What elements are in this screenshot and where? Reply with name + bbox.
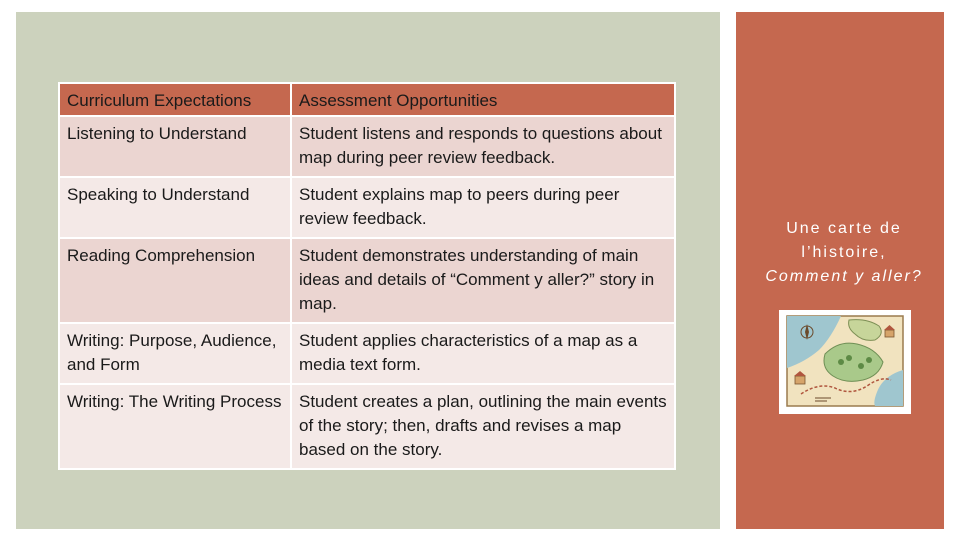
slide-title bbox=[746, 217, 942, 289]
column-header: Assessment Opportunities bbox=[291, 83, 675, 116]
table-row bbox=[59, 177, 675, 238]
table-row bbox=[59, 116, 675, 177]
assessment-cell: Student applies characteristics of a map as a media text form. bbox=[291, 323, 675, 384]
expectation-cell: Speaking to Understand bbox=[59, 177, 291, 238]
assessment-cell: Student creates a plan, outlining the main events of the story; then, drafts and revises a map based on the story. bbox=[291, 384, 675, 469]
assessment-cell: Student explains map to peers during peer review feedback. bbox=[291, 177, 675, 238]
expectation-cell: Writing: Purpose, Audience, and Form bbox=[59, 323, 291, 384]
map-illustration-icon bbox=[779, 310, 911, 414]
title-line: l’histoire, bbox=[801, 244, 887, 261]
title-line: Comment y aller? bbox=[765, 268, 923, 285]
curriculum-table bbox=[58, 82, 676, 470]
assessment-cell: Student listens and responds to questions about map during peer review feedback. bbox=[291, 116, 675, 177]
expectation-cell: Reading Comprehension bbox=[59, 238, 291, 323]
column-header: Curriculum Expectations bbox=[59, 83, 291, 116]
title-line: Une carte de bbox=[786, 220, 902, 237]
expectation-cell: Writing: The Writing Process bbox=[59, 384, 291, 469]
table-row bbox=[59, 384, 675, 469]
table-row bbox=[59, 238, 675, 323]
map-image bbox=[779, 310, 911, 414]
table-row bbox=[59, 323, 675, 384]
table-header-row bbox=[59, 83, 675, 116]
expectation-cell: Listening to Understand bbox=[59, 116, 291, 177]
assessment-cell: Student demonstrates understanding of main ideas and details of “Comment y aller?” story in map. bbox=[291, 238, 675, 323]
